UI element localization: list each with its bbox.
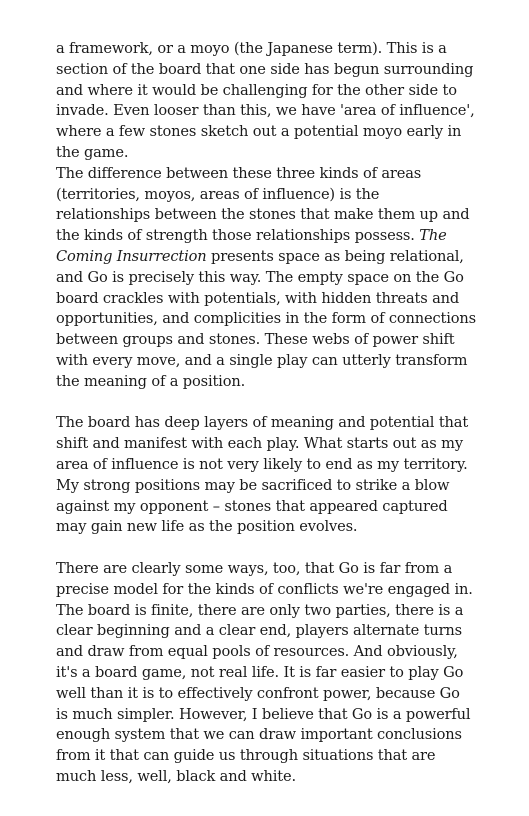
paragraph-area-differences-after: presents space as being relational, and Go is precisely this way. The empty space on the Go board crackles with potentials, with hidden threats and opportunities, and complicities in the form of connections between groups and stones. These webs of power shift with every move, and a single play can utterly transform the meaning of a position. (56, 247, 476, 390)
paragraph-framework-moyo: a framework, or a moyo (the Japanese term). This is a section of the board that one side has begun surrounding and where it would be challenging for the other side to invade. Even looser than this, we have 'area of influence', where a few stones sketch out a potential moyo early in the game. (56, 40, 475, 161)
book-title-italic: The Coming Insurrection (56, 227, 447, 265)
paragraph-model-limits: There are clearly some ways, too, that Go is far from a precise model for the kinds of conflicts we're engaged in. The board is finite, there are only two parties, there is a clear beginning and a clear end, players alternate turns and draw from equal pools of resources. And obviously, it's a board game, not real life. It is far easier to play Go well than it is to effectively confront power, because Go is much simpler. However, I believe that Go is a powerful enough system that we can draw important conclusions from it that can guide us through situations that are much less, well, black and white. (56, 559, 473, 785)
paragraph-area-differences (56, 164, 476, 393)
paragraph-layers-of-meaning: The board has deep layers of meaning and potential that shift and manifest with each play. What starts out as my area of influence is not very likely to end as my territory. My strong positions may be sacrificed to strike a blow against my opponent – stones that appeared captured may gain new life as the position evolves. (56, 414, 469, 536)
paragraph-area-differences-before: The difference between these three kinds of areas (territories, moyos, areas of influence) is the relationships between the stones that make them up and the kinds of strength those relationships possess. (56, 164, 470, 245)
document-page (56, 39, 476, 788)
